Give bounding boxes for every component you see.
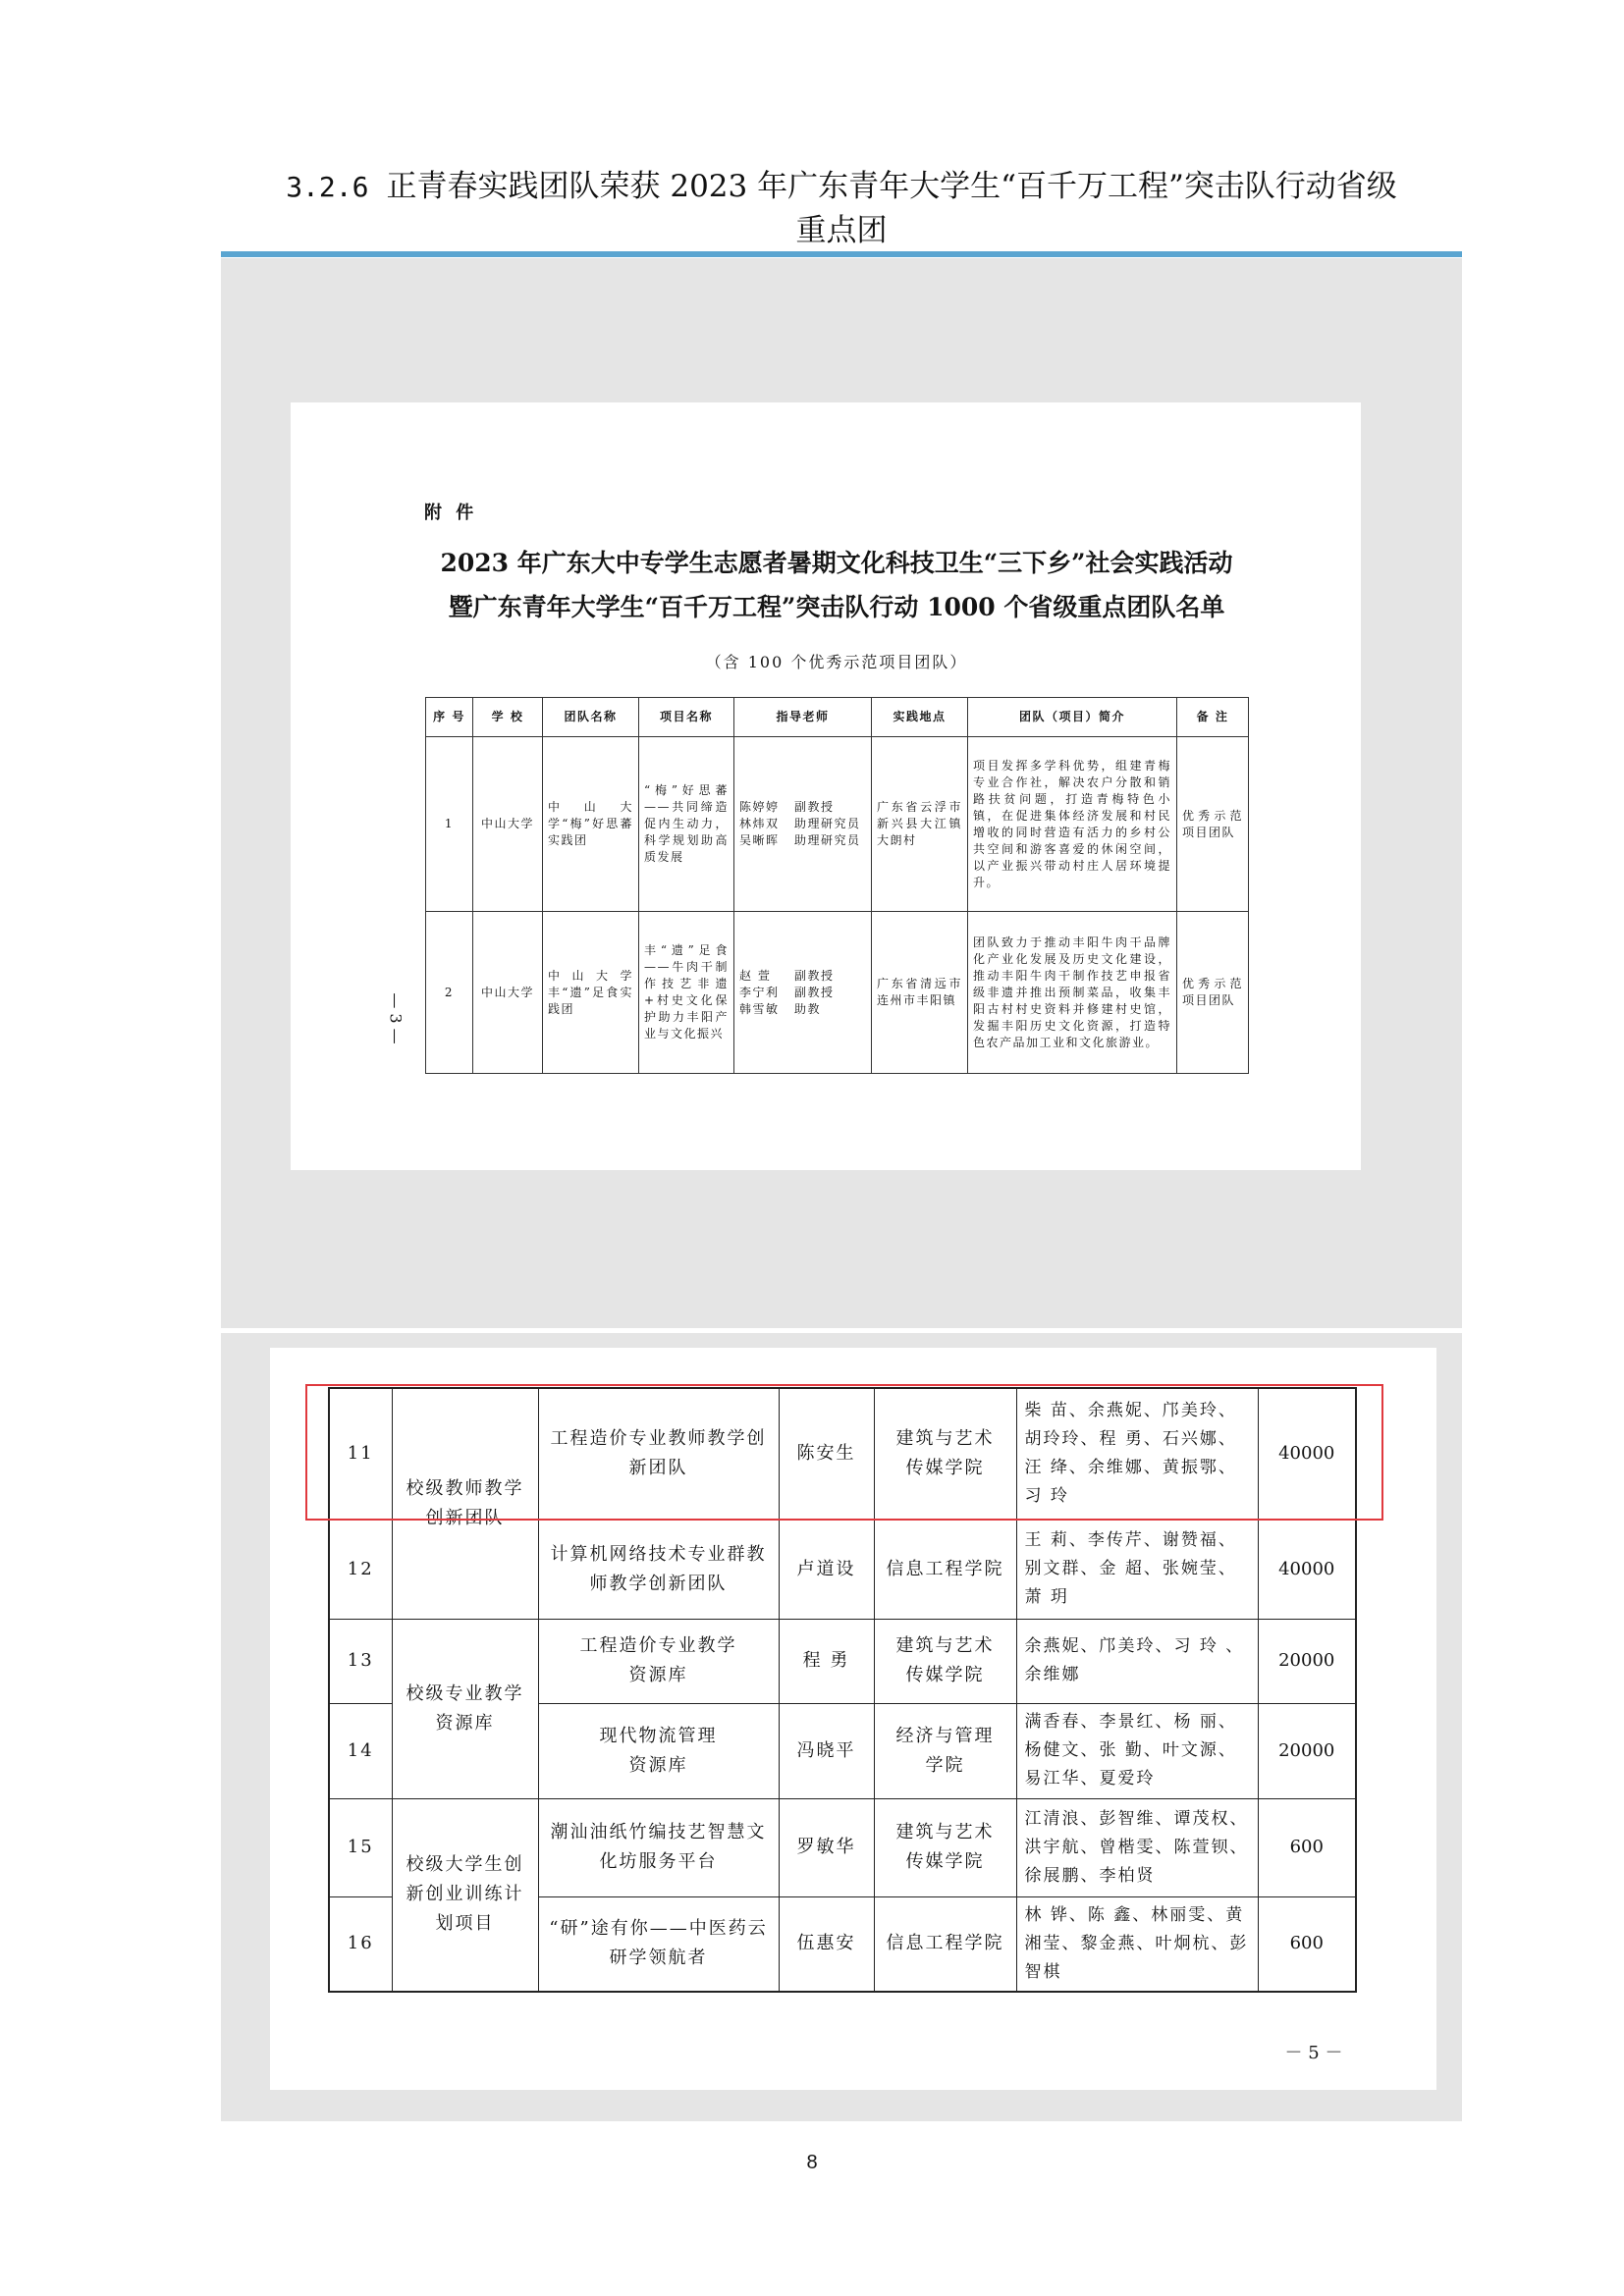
cell-seq: 13 [329,1619,392,1703]
cell-amount: 600 [1258,1798,1356,1896]
cell-leader: 陈安生 [779,1388,874,1520]
table-row [329,1798,1356,1896]
heading-underline [221,251,1462,257]
cell-project: 现代物流管理 资源库 [538,1703,779,1798]
cell-seq: 16 [329,1896,392,1992]
cell-seq: 2 [426,912,473,1074]
cell-members: 余燕妮、邝美玲、习 玲 、余维娜 [1016,1619,1258,1703]
cell-category: 校级专业教学资源库 [392,1619,538,1798]
advisor-name: 林炜双 [739,817,780,830]
cell-project: “研”途有你——中医药云研学领航者 [538,1896,779,1992]
cell-location: 广东省清远市连州市丰阳镇 [872,912,968,1074]
notice-title-line1: 2023 年广东大中专学生志愿者暑期文化科技卫生“三下乡”社会实践活动 [440,549,1233,577]
notice-title-line2: 暨广东青年大学生“百千万工程”突击队行动 1000 个省级重点团队名单 [448,593,1225,621]
advisor-title: 副教授 [794,800,835,814]
cell-team-name: 中山大学“梅”好思蕃实践团 [543,737,639,912]
cell-category: 校级教师教学创新团队 [392,1388,538,1619]
scanned-project-page [270,1348,1436,2090]
advisor-name: 韩雪敏 [739,1001,780,1016]
cell-seq: 14 [329,1703,392,1798]
cell-location: 广东省云浮市新兴县大江镇大朗村 [872,737,968,912]
header-seq: 序 号 [426,698,473,737]
cell-project-name: “梅”好思蕃——共同缔造促内生动力，科学规划助高质发展 [639,737,734,912]
cell-school: 中山大学 [473,737,543,912]
advisor-title: 助理研究员 [794,833,861,847]
cell-category: 校级大学生创新创业训练计划项目 [392,1798,538,1992]
cell-leader: 程 勇 [779,1619,874,1703]
image-panel-notice [221,258,1462,1328]
advisor [739,968,866,985]
advisor-title: 副教授 [794,968,835,983]
advisor [739,1001,866,1018]
cell-amount: 40000 [1258,1388,1356,1520]
advisor [739,816,866,832]
cell-leader: 冯晓平 [779,1703,874,1798]
cell-advisors [734,912,872,1074]
section-number: 3.2.6 [286,171,369,203]
header-remark: 备 注 [1177,698,1249,737]
header-project-name: 项目名称 [639,698,734,737]
cell-project-name: 丰“遗”足食——牛肉干制作技艺非遗+村史文化保护助力丰阳产业与文化振兴 [639,912,734,1074]
cell-college: 建筑与艺术 传媒学院 [874,1619,1016,1703]
cell-amount: 40000 [1258,1520,1356,1619]
cell-members: 王 莉、李传芹、谢赞福、别文群、金 超、张婉莹、萧 玥 [1016,1520,1258,1619]
cell-project: 潮汕油纸竹编技艺智慧文化坊服务平台 [538,1798,779,1896]
attachment-label: 附 件 [424,503,478,523]
cell-college: 信息工程学院 [874,1896,1016,1992]
cell-leader: 伍惠安 [779,1896,874,1992]
header-advisors: 指导老师 [734,698,872,737]
advisor-name: 李宁利 [739,985,780,999]
cell-members: 林 铧、陈 鑫、林丽雯、黄湘莹、黎金燕、叶炯杭、彭智棋 [1016,1896,1258,1992]
image-panel-projects [221,1333,1462,2121]
scanned-notice-page [291,402,1361,1170]
team-list-table [425,697,1249,1074]
cell-leader: 卢道设 [779,1520,874,1619]
cell-seq: 15 [329,1798,392,1896]
cell-amount: 20000 [1258,1619,1356,1703]
table-row [426,912,1249,1074]
cell-amount: 20000 [1258,1703,1356,1798]
cell-intro: 项目发挥多学科优势，组建青梅专业合作社，解决农户分散和销路扶贫问题，打造青梅特色小镇，在促进集体经济发展和村民增收的同时营造有活力的乡村公共空间和游客喜爱的休闲空间，以产业振兴带动村庄人居环境提升。 [968,737,1177,912]
section-heading [221,165,1462,253]
cell-amount: 600 [1258,1896,1356,1992]
cell-seq: 11 [329,1388,392,1520]
highlight-box [305,1384,1383,1521]
page-number: 8 [806,2152,818,2173]
notice-title [425,541,1248,629]
cell-seq: 12 [329,1520,392,1619]
cell-project: 工程造价专业教师教学创新团队 [538,1388,779,1520]
header-location: 实践地点 [872,698,968,737]
cell-members: 满香春、李景红、杨 丽、杨健文、张 勤、叶文源、易江华、夏爱玲 [1016,1703,1258,1798]
advisor-name: 陈婷婷 [739,800,780,814]
advisor-title: 助教 [794,1001,822,1016]
advisor-title: 助理研究员 [794,817,861,830]
section-heading-line1 [221,165,1462,209]
notice-subtitle: （含 100 个优秀示范项目团队） [705,653,968,671]
cell-college: 经济与管理 学院 [874,1703,1016,1798]
cell-members: 江清浪、彭智维、谭茂权、洪宇航、曾楷雯、陈萱钡、徐展鹏、李柏贤 [1016,1798,1258,1896]
table-row [329,1619,1356,1703]
header-school: 学 校 [473,698,543,737]
cell-remark: 优秀示范项目团队 [1177,912,1249,1074]
header-team-name: 团队名称 [543,698,639,737]
advisor [739,832,866,849]
advisor [739,985,866,1001]
section-title-line1: 正青春实践团队荣获 2023 年广东青年大学生“百千万工程”突击队行动省级 [386,169,1397,204]
cell-school: 中山大学 [473,912,543,1074]
advisor-name: 吴晰晖 [739,833,780,847]
section-title-line2: 重点团 [795,213,888,248]
cell-college: 建筑与艺术 传媒学院 [874,1388,1016,1520]
cell-project: 计算机网络技术专业群教师教学创新团队 [538,1520,779,1619]
table-header-row [426,698,1249,737]
scan-page-mark: — 3 — [386,992,406,1044]
cell-members: 柴 苗、余燕妮、邝美玲、胡玲玲、程 勇、石兴娜、汪 绛、余维娜、黄振鄂、习 玲 [1016,1388,1258,1520]
header-intro: 团队（项目）简介 [968,698,1177,737]
scan-page-mark: － 5 － [1284,2043,1343,2063]
advisor [739,799,866,816]
cell-team-name: 中山大学丰“遗”足食实践团 [543,912,639,1074]
cell-college: 建筑与艺术 传媒学院 [874,1798,1016,1896]
cell-college: 信息工程学院 [874,1520,1016,1619]
cell-advisors [734,737,872,912]
cell-leader: 罗敏华 [779,1798,874,1896]
advisor-title: 副教授 [794,985,835,999]
advisor-name: 赵 萱 [739,968,772,983]
cell-seq: 1 [426,737,473,912]
cell-project: 工程造价专业教学 资源库 [538,1619,779,1703]
table-row [426,737,1249,912]
cell-remark: 优秀示范项目团队 [1177,737,1249,912]
cell-intro: 团队致力于推动丰阳牛肉干品牌化产业化发展及历史文化建设，推动丰阳牛肉干制作技艺申报省级非遗并推出预制菜品，收集丰阳古村村史资料并修建村史馆，发掘丰阳历史文化资源，打造特色农产品加工业和文化旅游业。 [968,912,1177,1074]
